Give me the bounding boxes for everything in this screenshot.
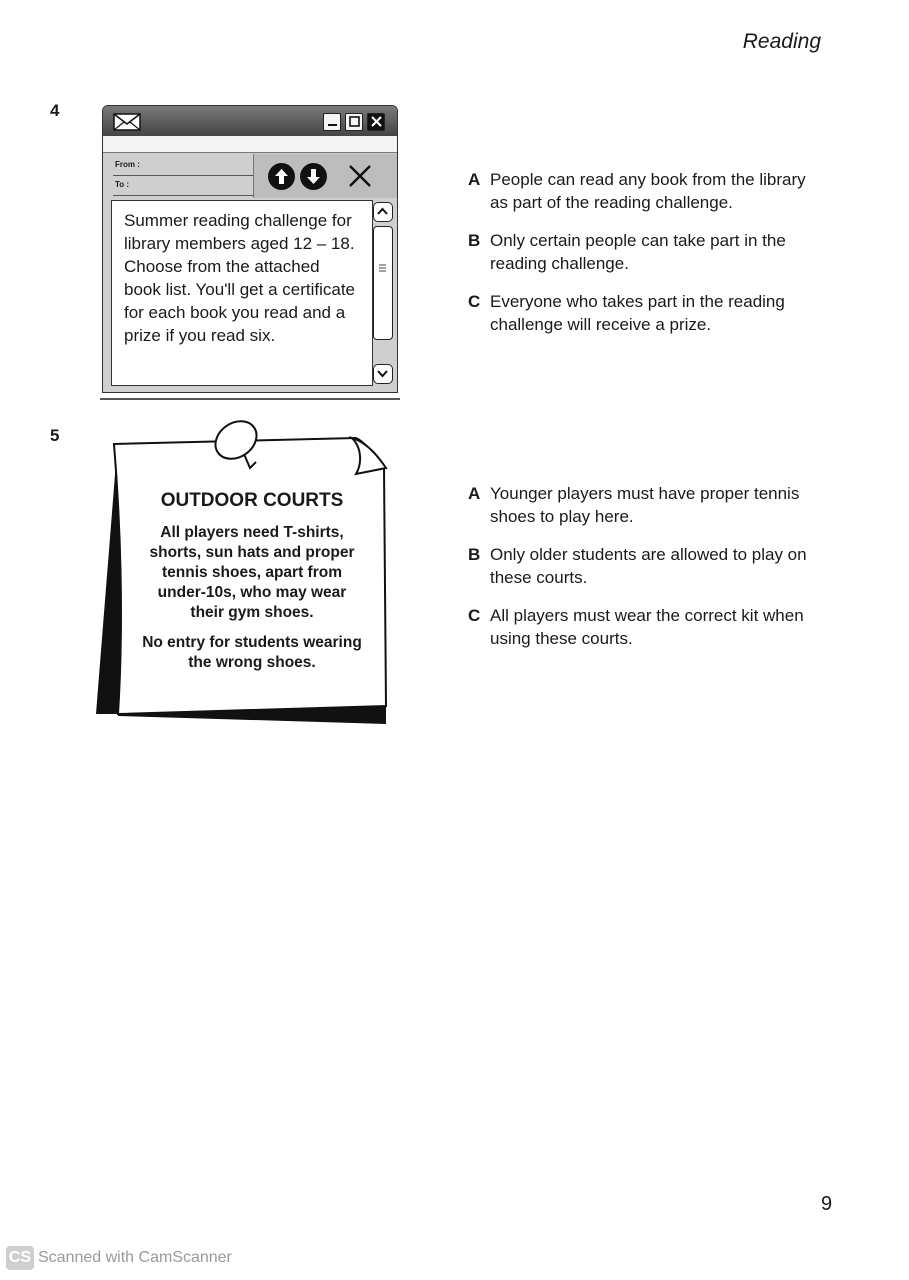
arrow-down-icon: [300, 163, 327, 190]
scroll-grip-icon: [374, 227, 391, 337]
email-scrollbar: [373, 202, 395, 386]
option: [468, 543, 828, 589]
question-5-options: [468, 482, 828, 665]
section-title: Reading: [742, 30, 821, 53]
notice-board-illustration: [94, 418, 406, 728]
to-label: To :: [113, 176, 253, 196]
option: [468, 290, 828, 336]
scroll-up-icon: [373, 202, 393, 222]
email-message-text: Summer reading challenge for library members aged 12 – 18. Choose from the attached book list. You'll get a certificate for each book you read and a prize if you read six.: [124, 211, 355, 345]
option-text: All players must wear the correct kit when using these courts.: [490, 606, 804, 648]
email-nav-controls: [253, 154, 397, 198]
notice-title: OUTDOOR COURTS: [160, 490, 344, 511]
maximize-icon: [345, 113, 363, 131]
option-letter: C: [468, 606, 481, 625]
option-text: Everyone who takes part in the reading challenge will receive a prize.: [490, 292, 785, 334]
camscanner-logo-icon: CS: [6, 1246, 34, 1270]
notice-content: [142, 490, 362, 673]
option-letter: A: [468, 484, 481, 503]
option-text: Only older students are allowed to play on these courts.: [490, 545, 807, 587]
arrow-up-icon: [268, 163, 295, 190]
option: [468, 168, 828, 214]
page-number: 9: [821, 1193, 833, 1215]
option-text: People can read any book from the library as part of the reading challenge.: [490, 170, 806, 212]
question-number: 4: [50, 101, 60, 120]
option-letter: B: [468, 231, 481, 250]
email-window: [102, 105, 398, 393]
option-text: Younger players must have proper tennis shoes to play here.: [490, 484, 800, 526]
option-text: Only certain people can take part in the reading challenge.: [490, 231, 786, 273]
option-letter: C: [468, 292, 481, 311]
close-icon: [367, 113, 385, 131]
option: [468, 482, 828, 528]
scanner-watermark: [6, 1246, 232, 1274]
envelope-icon: [113, 113, 141, 131]
notice-warning: No entry for students wearing the wrong shoes.: [142, 634, 362, 671]
scroll-track: [373, 226, 393, 340]
email-window-illustration: [100, 103, 400, 400]
option-letter: A: [468, 170, 481, 189]
email-titlebar: [103, 106, 397, 136]
email-header-fields: [113, 156, 253, 196]
minimize-icon: [323, 113, 341, 131]
delete-x-icon: [346, 162, 374, 190]
address-strip: [103, 136, 397, 153]
option: [468, 229, 828, 275]
question-number: 5: [50, 426, 60, 445]
from-label: From :: [113, 156, 253, 176]
option-letter: B: [468, 545, 481, 564]
option: [468, 604, 828, 650]
notice-body: All players need T-shirts, shorts, sun hats and proper tennis shoes, apart from under-10s, who may wear their gym shoes.: [149, 524, 355, 621]
question-4-options: [468, 168, 828, 351]
email-message-body: [111, 200, 373, 386]
scroll-down-icon: [373, 364, 393, 384]
watermark-text: Scanned with CamScanner: [38, 1249, 232, 1266]
